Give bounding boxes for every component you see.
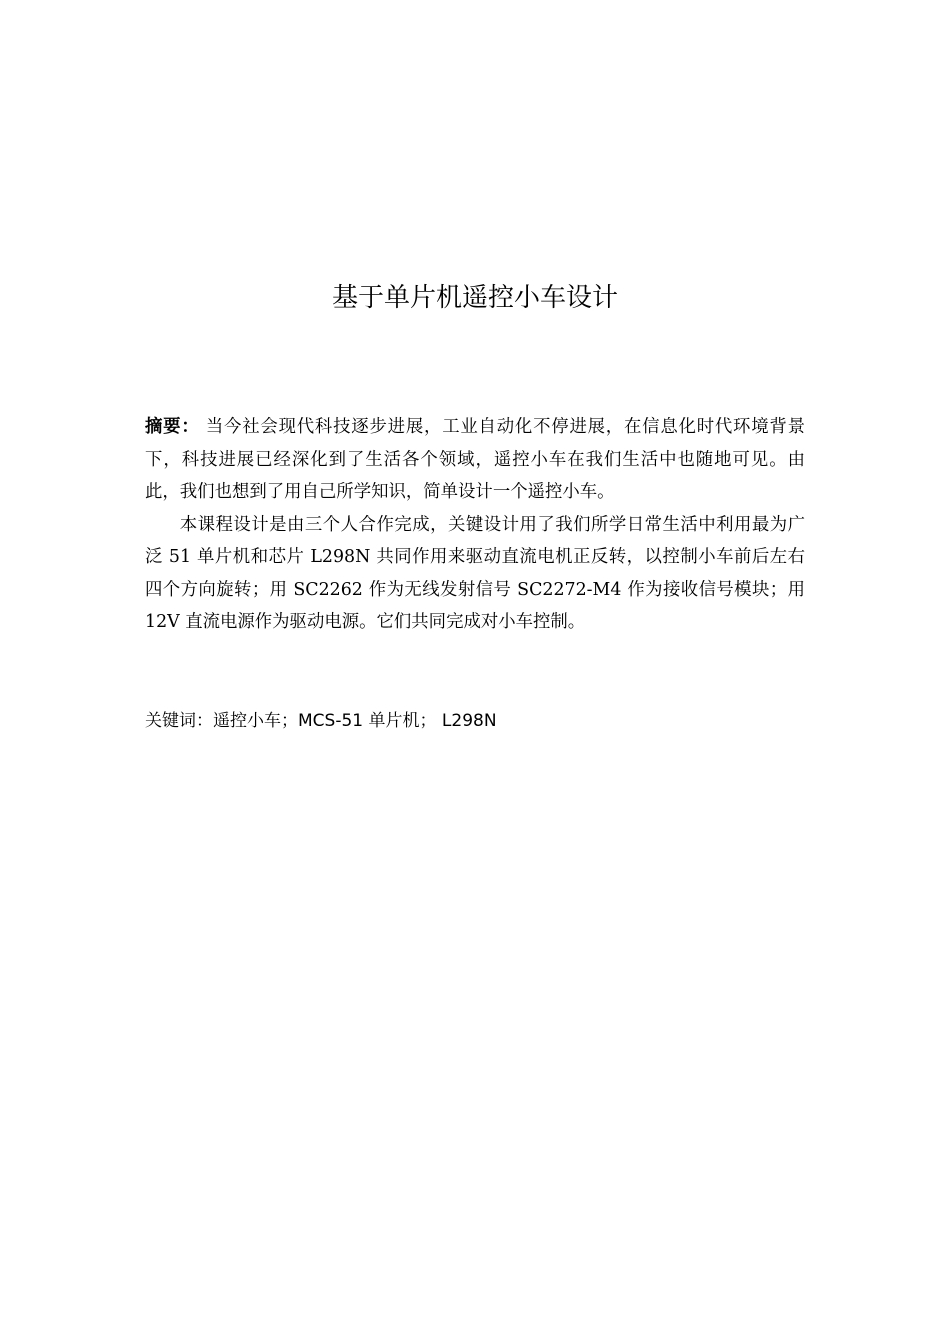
abstract-section — [145, 411, 805, 639]
abstract-paragraph-2: 本课程设计是由三个人合作完成，关键设计用了我们所学日常生活中利用最为广泛 51 单片机和芯片 L298N 共同作用来驱动直流电机正反转，以控制小车前后左右四个方向旋转；用 SC2262 作为无线发射信号 SC2272-M4 作为接收信号模块；用 12V 直流电源作为驱动电源。它们共同完成对小车控制。 — [145, 514, 805, 632]
document-title: 基于单片机遥控小车设计 — [331, 283, 618, 313]
abstract-text-1: 当今社会现代科技逐步进展，工业自动化不停进展，在信息化时代环境背景下，科技进展已经深化到了生活各个领域，遥控小车在我们生活中也随地可见。由此，我们也想到了用自己所学知识，简单设计一个遥控小车。 — [145, 417, 805, 502]
keywords-section — [145, 705, 805, 737]
keywords-label: 关键词： — [145, 711, 213, 731]
abstract-paragraph-1 — [145, 411, 805, 509]
keywords-text: 遥控小车；MCS-51 单片机； L298N — [213, 711, 497, 731]
abstract-label: 摘要： — [145, 417, 200, 437]
